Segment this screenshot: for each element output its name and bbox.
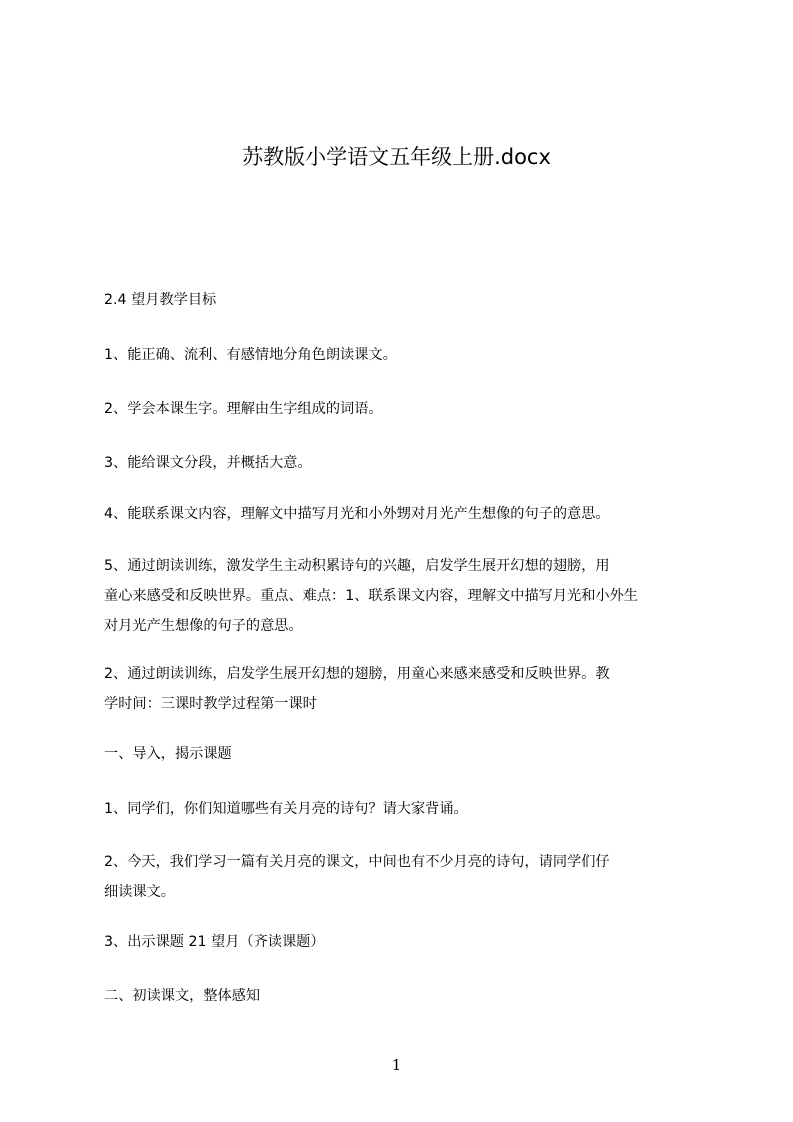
text-line: 二、初读课文，整体感知	[104, 988, 261, 1004]
text-line: 2、学会本课生字。理解由生字组成的词语。	[104, 401, 383, 417]
paragraph-objective-2	[104, 394, 710, 424]
text-line: 2、今天，我们学习一篇有关月亮的课文，中间也有不少月亮的诗句，请同学们仔	[104, 854, 610, 870]
paragraph-step-3	[104, 927, 710, 957]
text-line: 学时间：三课时教学过程第一课时	[104, 696, 317, 712]
text-line: 2.4 望月教学目标	[104, 292, 217, 308]
paragraph-section-1-heading	[104, 739, 710, 769]
text-line: 1、同学们，你们知道哪些有关月亮的诗句？请大家背诵。	[104, 801, 468, 817]
text-line: 3、能给课文分段，并概括大意。	[104, 455, 312, 471]
paragraph-difficulty-2	[104, 659, 710, 719]
paragraph-objective-4	[104, 499, 710, 529]
paragraph-objective-5	[104, 551, 710, 641]
text-line: 一、导入，揭示课题	[104, 746, 232, 762]
text-line: 4、能联系课文内容，理解文中描写月光和小外甥对月光产生想像的句子的意思。	[104, 506, 610, 522]
page-number: 1	[391, 1056, 402, 1074]
document-title: 苏教版小学语文五年级上册.docx	[242, 145, 551, 169]
text-line: 2、通过朗读训练，启发学生展开幻想的翅膀，用童心来感来感受和反映世界。教	[104, 666, 610, 682]
text-line: 细读课文。	[104, 884, 175, 900]
paragraph-objective-3	[104, 448, 710, 478]
text-line: 5、通过朗读训练，激发学生主动积累诗句的兴趣，启发学生展开幻想的翅膀，用	[104, 558, 610, 574]
paragraph-objective-1	[104, 340, 710, 370]
paragraph-step-1	[104, 794, 710, 824]
paragraph-objectives-heading	[104, 285, 710, 315]
text-line: 对月光产生想像的句子的意思。	[104, 618, 303, 634]
paragraph-section-2-heading	[104, 981, 710, 1011]
text-line: 3、出示课题 21 望月（齐读课题）	[104, 934, 325, 950]
text-line: 童心来感受和反映世界。重点、难点：1、联系课文内容，理解文中描写月光和小外生	[104, 588, 638, 604]
text-line: 1、能正确、流利、有感情地分角色朗读课文。	[104, 347, 397, 363]
paragraph-step-2	[104, 847, 710, 907]
